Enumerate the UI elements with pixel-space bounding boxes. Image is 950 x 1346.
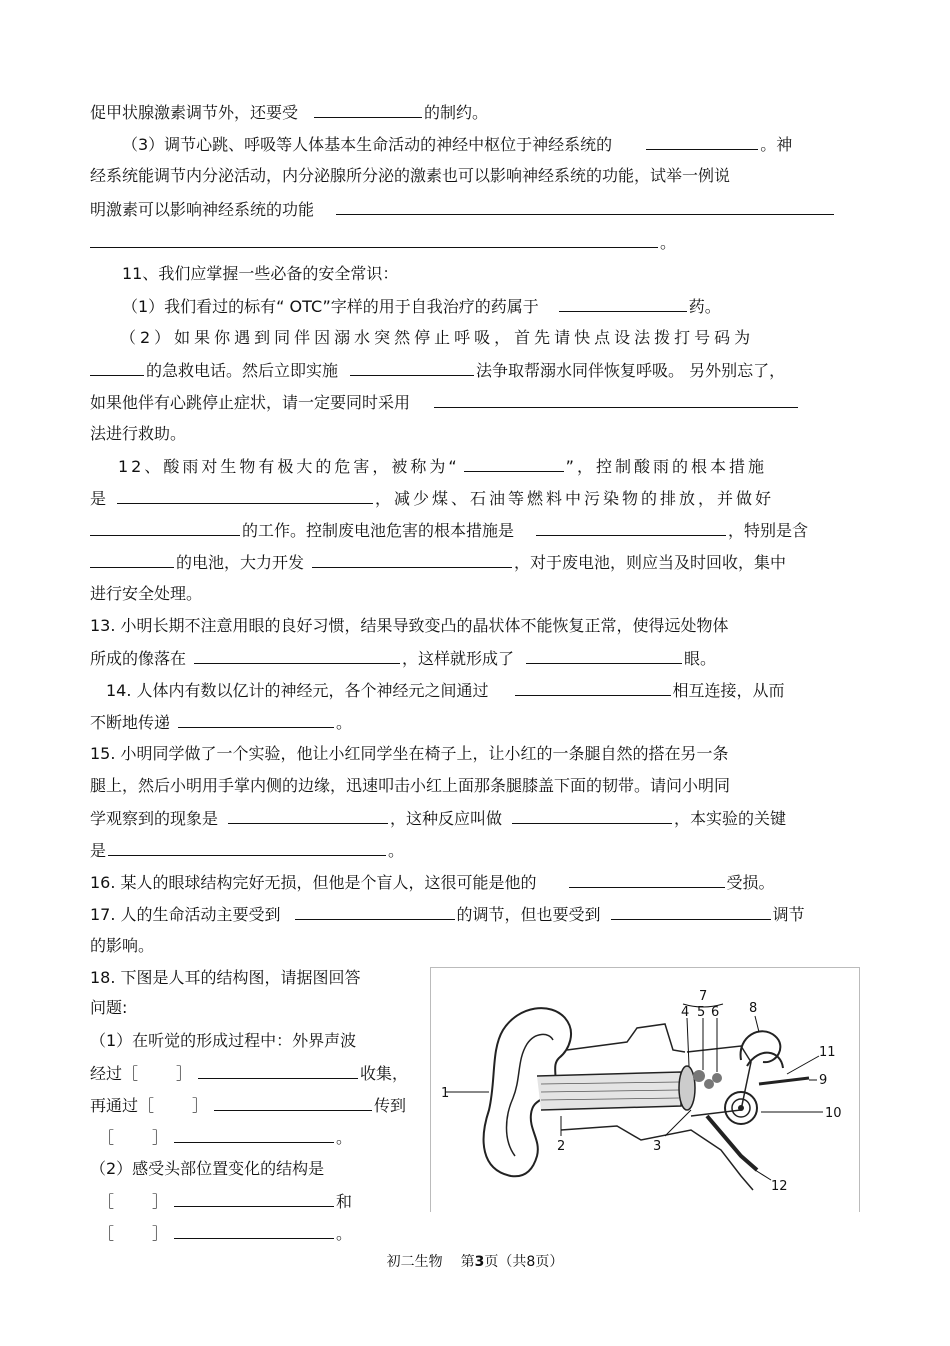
answer-blank[interactable] xyxy=(174,1125,334,1143)
answer-blank[interactable] xyxy=(314,100,422,118)
text-line: 促甲状腺激素调节外，还要受 的制约。 xyxy=(90,100,860,124)
text-line: （1）在听觉的形成过程中：外界声波 xyxy=(90,1031,357,1050)
footer-subject: 初二生物 xyxy=(386,1254,443,1270)
text-line: 的电池，大力开发 ，对于废电池，则应当及时回收，集中 xyxy=(90,550,860,574)
answer-blank[interactable] xyxy=(434,390,798,408)
answer-blank[interactable] xyxy=(194,646,400,664)
text-line: 法进行救助。 xyxy=(90,424,187,443)
text-line: （1）我们看过的标有“ OTC”字样的用于自我治疗的药属于 药。 xyxy=(90,294,860,318)
answer-blank[interactable] xyxy=(464,454,564,472)
answer-blank[interactable] xyxy=(295,902,455,920)
answer-blank[interactable] xyxy=(512,806,672,824)
question-11: 11、我们应掌握一些必备的安全常识： xyxy=(122,264,399,283)
ear-structure-figure xyxy=(430,967,860,1212)
text-line: 经系统能调节内分泌活动，内分泌腺所分泌的激素也可以影响神经系统的功能，试举一例说 xyxy=(90,166,731,185)
answer-blank[interactable] xyxy=(569,870,725,888)
answer-blank[interactable] xyxy=(515,678,671,696)
text-line: 腿上，然后小明用手掌内侧的边缘，迅速叩击小红上面那条腿膝盖下面的韧带。请问小明同 xyxy=(90,776,731,795)
figure-label: 11 xyxy=(819,1045,836,1060)
answer-blank[interactable] xyxy=(559,294,687,312)
answer-blank[interactable] xyxy=(90,230,658,248)
question-15: 15. 小明同学做了一个实验，他让小红同学坐在椅子上，让小红的一条腿自然的搭在另一条 xyxy=(90,744,729,763)
answer-blank[interactable] xyxy=(214,1093,372,1111)
nerve-shape xyxy=(759,1078,809,1084)
page-footer: 初二生物 第3页（共8页） xyxy=(386,1254,564,1270)
ear-diagram xyxy=(441,980,851,1206)
figure-label: 7 xyxy=(699,989,708,1004)
figure-label: 1 xyxy=(441,1086,450,1101)
text-line: 。 xyxy=(90,230,860,254)
figure-label: 4 xyxy=(681,1005,690,1020)
question-14: 14. 人体内有数以亿计的神经元，各个神经元之间通过 相互连接，从而 xyxy=(90,678,860,702)
eardrum-shape xyxy=(679,1066,695,1110)
text-line: （2）感受头部位置变化的结构是 xyxy=(90,1159,325,1178)
figure-label: 3 xyxy=(653,1139,662,1154)
text-line: 的工作。控制废电池危害的根本措施是 ，特别是含 xyxy=(90,518,860,542)
text-line: 的急救电话。然后立即实施 法争取帮溺水同伴恢复呼吸。 另外别忘了， xyxy=(90,358,860,382)
answer-blank[interactable] xyxy=(526,646,682,664)
answer-blank[interactable] xyxy=(646,132,758,150)
answer-blank[interactable] xyxy=(611,902,771,920)
text-line: 学观察到的现象是 ，这种反应叫做 ，本实验的关键 xyxy=(90,806,860,830)
text-line: 不断地传递 。 xyxy=(90,710,860,734)
text-line: 的影响。 xyxy=(90,936,155,955)
question-18: 18. 下图是人耳的结构图，请据图回答 xyxy=(90,968,361,987)
question-16: 16. 某人的眼球结构完好无损，但他是个盲人，这很可能是他的 受损。 xyxy=(90,870,860,894)
figure-label: 8 xyxy=(749,1001,758,1016)
answer-blank[interactable] xyxy=(198,1061,358,1079)
answer-blank[interactable] xyxy=(178,710,334,728)
answer-blank[interactable] xyxy=(350,358,474,376)
text-line: ［ ］ 。 xyxy=(90,1221,420,1245)
text-line: （2）如果你遇到同伴因溺水突然停止呼吸，首先请快点设法拨打号码为 xyxy=(120,328,755,347)
answer-blank[interactable] xyxy=(90,358,144,376)
figure-label: 9 xyxy=(819,1073,828,1088)
answer-blank[interactable] xyxy=(312,550,512,568)
answer-blank[interactable] xyxy=(536,518,726,536)
answer-blank[interactable] xyxy=(117,486,373,504)
page-number: 3 xyxy=(474,1254,485,1270)
question-12: 12、酸雨对生物有极大的危害，被称为“ ”，控制酸雨的根本措施 xyxy=(90,454,860,478)
text-line: 是 ，减少煤、石油等燃料中污染物的排放，并做好 xyxy=(90,486,860,510)
answer-blank[interactable] xyxy=(90,518,240,536)
answer-blank[interactable] xyxy=(174,1189,334,1207)
figure-label: 10 xyxy=(825,1106,842,1121)
question-13: 13. 小明长期不注意用眼的良好习惯，结果导致变凸的晶状体不能恢复正常，使得远处物体 xyxy=(90,616,729,635)
text-line: 所成的像落在 ，这样就形成了 眼。 xyxy=(90,646,860,670)
text-line: 经过［ ］ 收集， xyxy=(90,1061,420,1085)
text-line: ［ ］ 和 xyxy=(90,1189,420,1213)
page-total: 8 xyxy=(526,1254,536,1270)
text-line: ［ ］ 。 xyxy=(90,1125,420,1149)
answer-blank[interactable] xyxy=(174,1221,334,1239)
answer-blank[interactable] xyxy=(90,550,174,568)
answer-blank[interactable] xyxy=(228,806,388,824)
text-line: 问题: xyxy=(90,998,128,1017)
text-line: 如果他伴有心跳停止症状，请一定要同时采用 xyxy=(90,390,860,414)
answer-blank[interactable] xyxy=(336,197,834,215)
eustachian-tube-shape xyxy=(707,1116,757,1170)
text-line: （3）调节心跳、呼吸等人体基本生命活动的神经中枢位于神经系统的 。神 xyxy=(90,132,860,156)
text-line: 进行安全处理。 xyxy=(90,584,203,603)
text-line: 再通过［ ］ 传到 xyxy=(90,1093,420,1117)
figure-label: 5 xyxy=(697,1005,706,1020)
text-line: 是 。 xyxy=(90,838,860,862)
text-line: 明激素可以影响神经系统的功能 xyxy=(90,197,860,221)
figure-label: 2 xyxy=(557,1139,566,1154)
figure-label: 12 xyxy=(771,1179,788,1194)
answer-blank[interactable] xyxy=(108,838,386,856)
semicircular-canals-shape xyxy=(741,1031,781,1062)
question-17: 17. 人的生命活动主要受到 的调节，但也要受到 调节 xyxy=(90,902,860,926)
figure-label: 6 xyxy=(711,1005,720,1020)
